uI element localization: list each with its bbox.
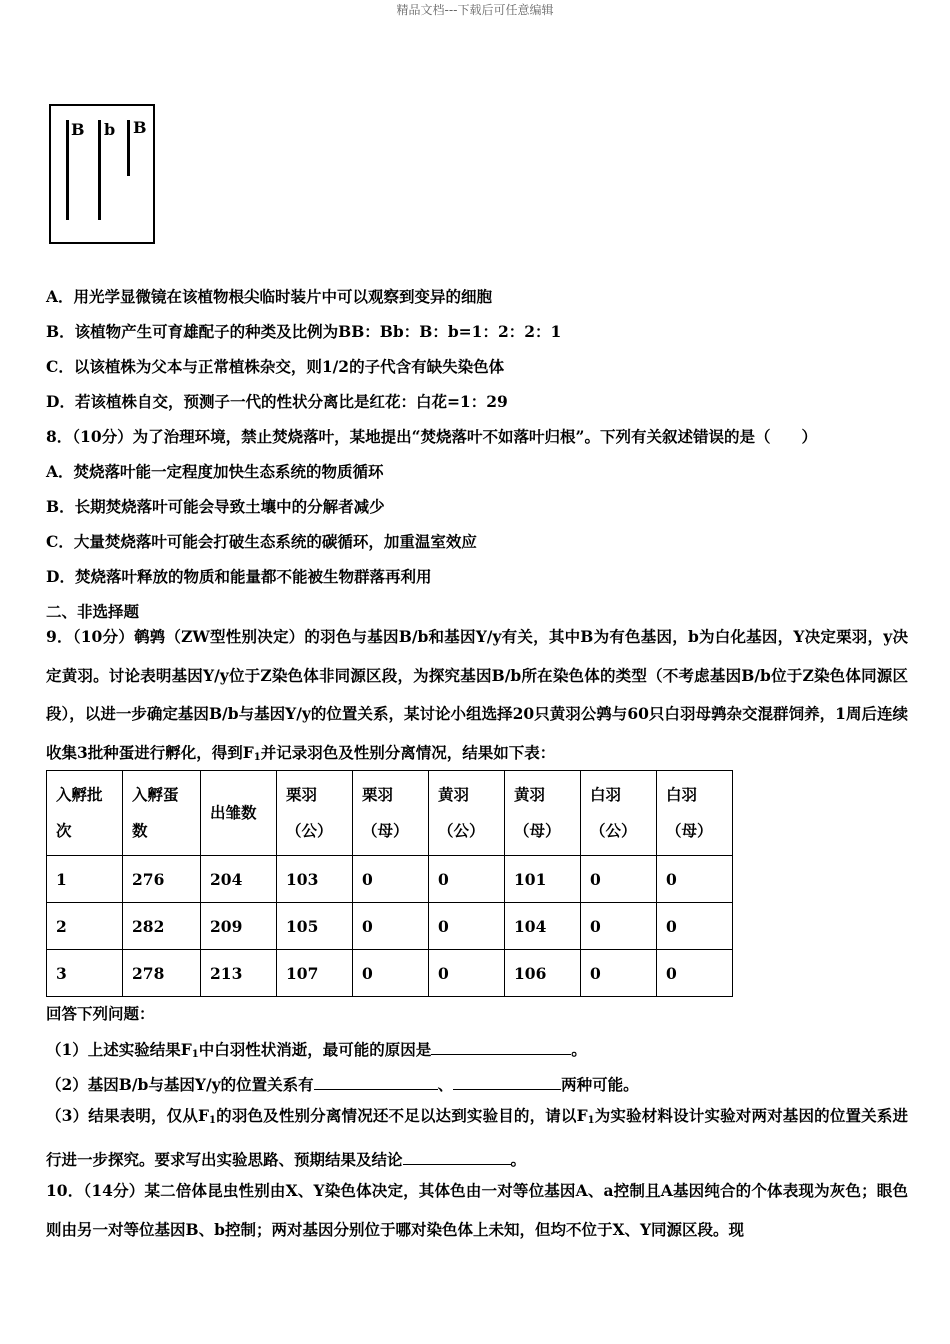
answer-prompt: 回答下列问题： <box>46 1004 155 1023</box>
table-cell: 0 <box>353 950 429 997</box>
header-cell: 出雏数 <box>201 771 277 856</box>
q8-option-a: A．焚烧落叶能一定程度加快生态系统的物质循环 <box>46 462 384 481</box>
chromosome-1 <box>66 120 69 220</box>
q9-subscript: 1 <box>253 751 261 763</box>
chromosome-3-deleted <box>127 120 130 176</box>
q7-option-d: D．若该植株自交，预测子一代的性状分离比是红花：白花=1：29 <box>46 392 508 411</box>
table-cell: 0 <box>353 856 429 903</box>
header-cell: 白羽 （母） <box>657 771 733 856</box>
header-cell: 栗羽 （公） <box>277 771 353 856</box>
header-cell: 入孵批 次 <box>47 771 123 856</box>
table-cell: 282 <box>123 903 201 950</box>
chromosome-label-1: B <box>71 120 85 139</box>
header-cell: 白羽 （公） <box>581 771 657 856</box>
q9-sub3: （3）结果表明，仅从$F_1$的羽色及性别分离情况还不足以达到实验目的，请以$F_1$为实验材料设计实验对两对基因的位置关系进行进一步探究。要求写出实验思路、预期结果及结论 。 <box>46 1106 908 1169</box>
table-header-row <box>47 771 733 856</box>
answer-blank[interactable] <box>431 1039 571 1055</box>
table-cell: 0 <box>581 950 657 997</box>
q9-sub2: （2）基因B/b与基因Y/y的位置关系有 、 两种可能。 <box>46 1075 639 1094</box>
q8-option-b: B．长期焚烧落叶可能会导致土壤中的分解者减少 <box>46 497 385 516</box>
page-header: 精品文档---下载后可任意编辑 <box>396 3 554 17</box>
q9-stem-text: 9．（10分）鹌鹑（ZW型性别决定）的羽色与基因B/b和基因Y/y有关，其中B为有色基因，b为白化基因，Y决定栗羽，y决定黄羽。讨论表明基因Y/y位于Z染色体非同源区段，为探究基因B/b所在染色体的类型（不考虑基因B/b位于Z染色体同源区段），以进一步确定基因B/b与基因Y/y的位置关系，某讨论小组选择20只黄羽公鹑与60只白羽母鹑杂交混群饲养，1周后连续收集3批种蛋进行孵化，得到F <box>46 627 908 762</box>
table-cell: 0 <box>581 856 657 903</box>
table-cell: 106 <box>505 950 581 997</box>
table-cell: 0 <box>429 903 505 950</box>
section-heading: 二、非选择题 <box>46 602 140 621</box>
table-cell: 0 <box>657 950 733 997</box>
answer-blank[interactable] <box>453 1074 561 1090</box>
table-cell: 101 <box>505 856 581 903</box>
q7-option-b: B．该植物产生可育雄配子的种类及比例为BB：Bb：B：b=1：2：2：1 <box>46 322 562 341</box>
q8-option-c: C．大量焚烧落叶可能会打破生态系统的碳循环，加重温室效应 <box>46 532 477 551</box>
table-row <box>47 950 733 997</box>
chromosome-label-2: b <box>104 120 116 139</box>
answer-blank[interactable] <box>314 1074 438 1090</box>
q8-stem: 8．（10分）为了治理环境，禁止焚烧落叶，某地提出“焚烧落叶不如落叶归根”。下列有关叙述错误的是（ ） <box>46 427 817 446</box>
header-cell: 入孵蛋 数 <box>123 771 201 856</box>
table-row <box>47 903 733 950</box>
q9-data-table <box>46 770 733 997</box>
q7-option-c: C．以该植株为父本与正常植株杂交，则1/2的子代含有缺失染色体 <box>46 357 505 376</box>
table-row <box>47 856 733 903</box>
chromosome-figure <box>49 104 155 244</box>
table-cell: 0 <box>353 903 429 950</box>
chromosome-label-3: B <box>133 118 147 137</box>
table-cell: 0 <box>429 856 505 903</box>
table-cell: 276 <box>123 856 201 903</box>
table-cell: 204 <box>201 856 277 903</box>
header-cell: 栗羽 （母） <box>353 771 429 856</box>
table-cell: 105 <box>277 903 353 950</box>
chromosome-2 <box>98 120 101 220</box>
answer-blank[interactable] <box>403 1149 511 1165</box>
table-cell: 278 <box>123 950 201 997</box>
table-cell: 209 <box>201 903 277 950</box>
header-cell: 黄羽 （母） <box>505 771 581 856</box>
q9-stem <box>46 618 908 777</box>
q7-option-a: A．用光学显微镜在该植物根尖临时装片中可以观察到变异的细胞 <box>46 287 493 306</box>
table-cell: 3 <box>47 950 123 997</box>
table-cell: 103 <box>277 856 353 903</box>
header-cell: 黄羽 （公） <box>429 771 505 856</box>
table-cell: 0 <box>657 903 733 950</box>
q9-sub1: （1）上述实验结果$F_1$中白羽性状消逝，最可能的原因是 。 <box>46 1040 587 1060</box>
table-cell: 107 <box>277 950 353 997</box>
table-cell: 2 <box>47 903 123 950</box>
q8-option-d: D．焚烧落叶释放的物质和能量都不能被生物群落再利用 <box>46 567 432 586</box>
table-cell: 104 <box>505 903 581 950</box>
table-cell: 0 <box>657 856 733 903</box>
q10-stem: 10．（14分）某二倍体昆虫性别由X、Y染色体决定，其体色由一对等位基因A、a控制且A基因纯合的个体表现为灰色；眼色则由另一对等位基因B、b控制；两对基因分别位于哪对染色体上未知，但均不位于X、Y同源区段。现 <box>46 1181 908 1239</box>
table-cell: 0 <box>581 903 657 950</box>
q9-stem-tail: 并记录羽色及性别分离情况，结果如下表： <box>260 742 556 762</box>
table-cell: 0 <box>429 950 505 997</box>
table-cell: 1 <box>47 856 123 903</box>
table-cell: 213 <box>201 950 277 997</box>
